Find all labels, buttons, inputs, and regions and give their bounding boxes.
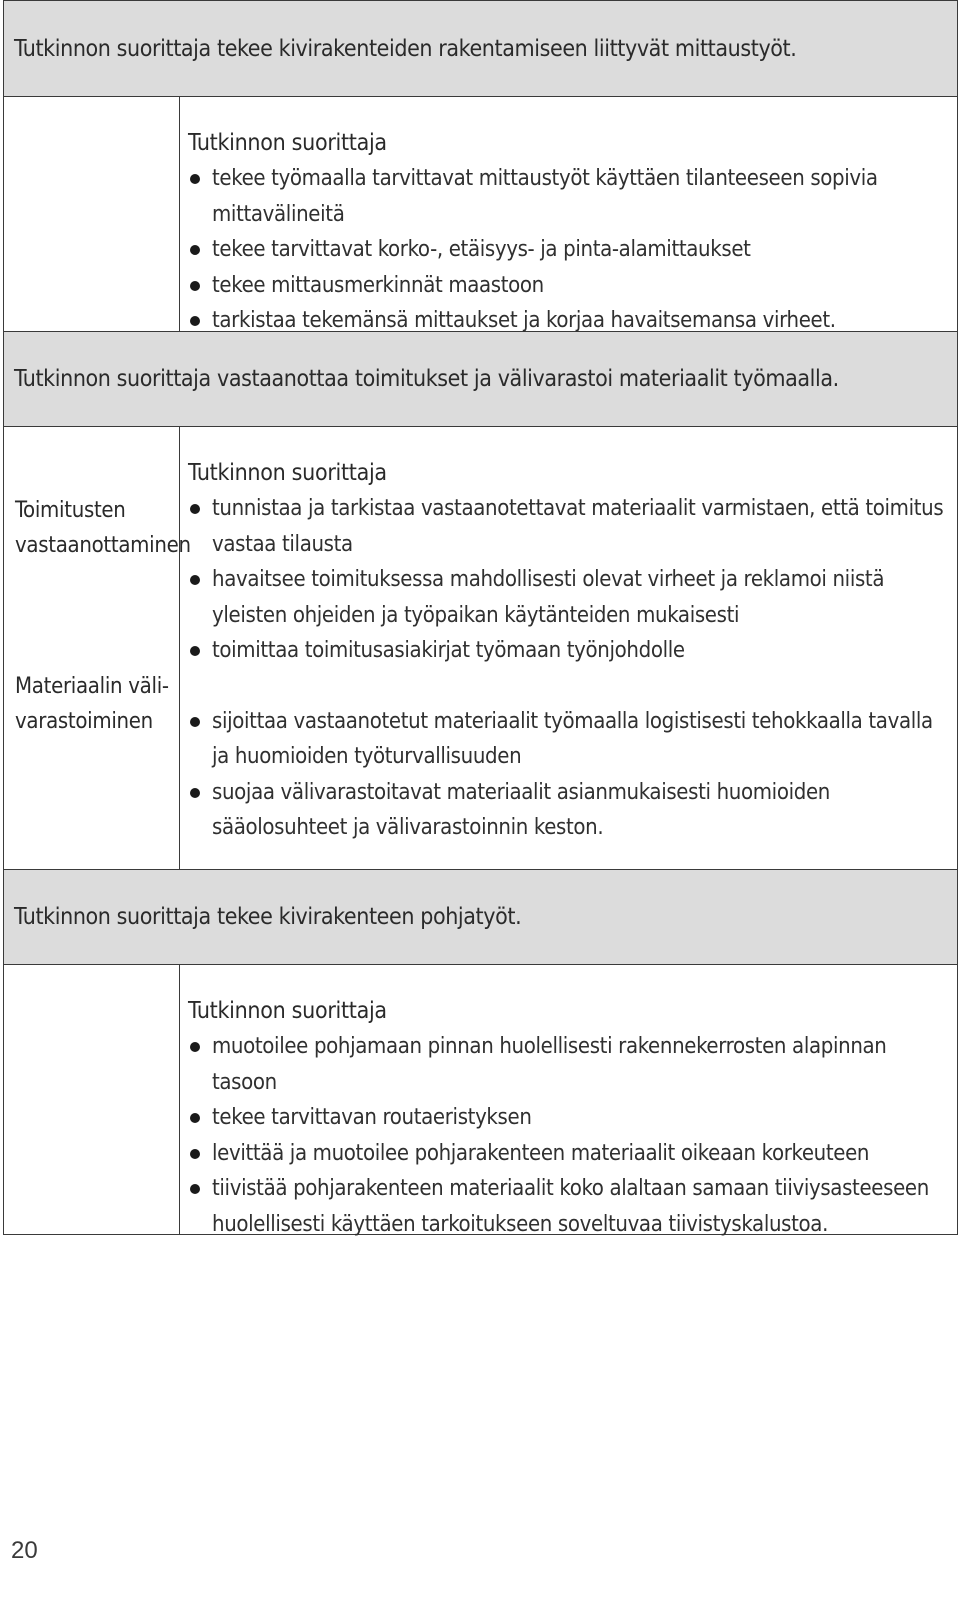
list-item: tekee tarvittavan routaeristyksen (188, 1100, 945, 1136)
section-heading (3, 869, 958, 965)
row-content-cell (180, 97, 957, 331)
criteria-table (3, 0, 958, 1235)
subsection-label (15, 493, 191, 563)
list-item: havaitsee toimituksessa mahdollisesti olevat virheet ja reklamoi niistä yleisten ohjeiden ja työpaikan käytänteiden mukaisesti (188, 562, 945, 633)
list-item: sijoittaa vastaanotetut materiaalit työmaalla logistisesti tehokkaalla tavalla ja huomioiden työturvallisuuden (188, 704, 945, 775)
lead-text: Tutkinnon suorittaja (188, 998, 387, 1024)
bullet-list (188, 161, 945, 339)
section-heading-text: Tutkinnon suorittaja tekee kivirakenteiden rakentamiseen liittyvät mittaustyöt. (14, 35, 797, 62)
list-item: levittää ja muotoilee pohjarakenteen materiaalit oikeaan korkeuteen (188, 1136, 945, 1172)
row-content-cell (180, 427, 957, 869)
lead-text: Tutkinnon suorittaja (188, 130, 387, 156)
section-heading-text: Tutkinnon suorittaja vastaanottaa toimitukset ja välivarastoi materiaalit työmaalla. (14, 366, 839, 392)
label-line: Toimitusten (15, 498, 126, 523)
row-content-cell (180, 965, 957, 1237)
label-line: Materiaalin väli- (15, 674, 169, 699)
list-item: muotoilee pohjamaan pinnan huolellisesti rakennekerrosten alapinnan tasoon (188, 1029, 945, 1100)
label-line: varastoiminen (15, 709, 153, 734)
row-label-cell (4, 427, 191, 869)
subsection-label (15, 669, 179, 739)
list-item: tekee tarvittavat korko-, etäisyys- ja pinta-alamittaukset (188, 232, 945, 268)
section-row (3, 965, 958, 1235)
list-item: suojaa välivarastoitavat materiaalit asianmukaisesti huomioiden sääolosuhteet ja välivarastoinnin keston. (188, 775, 945, 846)
list-item: tekee mittausmerkinnät maastoon (188, 268, 945, 304)
list-item: tarkistaa tekemänsä mittaukset ja korjaa havaitsemansa virheet. (188, 303, 945, 339)
list-item: toimittaa toimitusasiakirjat työmaan työnjohdolle (188, 633, 945, 669)
section-heading (3, 331, 958, 427)
bullet-list (188, 491, 945, 669)
section-heading (3, 0, 958, 97)
page-number: 20 (11, 1537, 38, 1564)
section-row (3, 97, 958, 331)
label-line: vastaanottaminen (15, 533, 191, 558)
list-item: tekee työmaalla tarvittavat mittaustyöt käyttäen tilanteeseen sopivia mittavälineitä (188, 161, 945, 232)
bullet-list (188, 704, 945, 846)
bullet-list (188, 1029, 945, 1242)
list-item: tiivistää pohjarakenteen materiaalit koko alaltaan samaan tiiviysasteeseen huolellisesti käyttäen tarkoitukseen soveltuvaa tiivistyskalustoa. (188, 1171, 945, 1242)
list-item: tunnistaa ja tarkistaa vastaanotettavat materiaalit varmistaen, että toimitus vastaa tilausta (188, 491, 945, 562)
section-heading-text: Tutkinnon suorittaja tekee kivirakenteen pohjatyöt. (14, 904, 522, 930)
row-label-cell (4, 965, 180, 1234)
lead-text: Tutkinnon suorittaja (188, 460, 387, 486)
section-row (3, 427, 958, 869)
row-label-cell (4, 97, 180, 331)
